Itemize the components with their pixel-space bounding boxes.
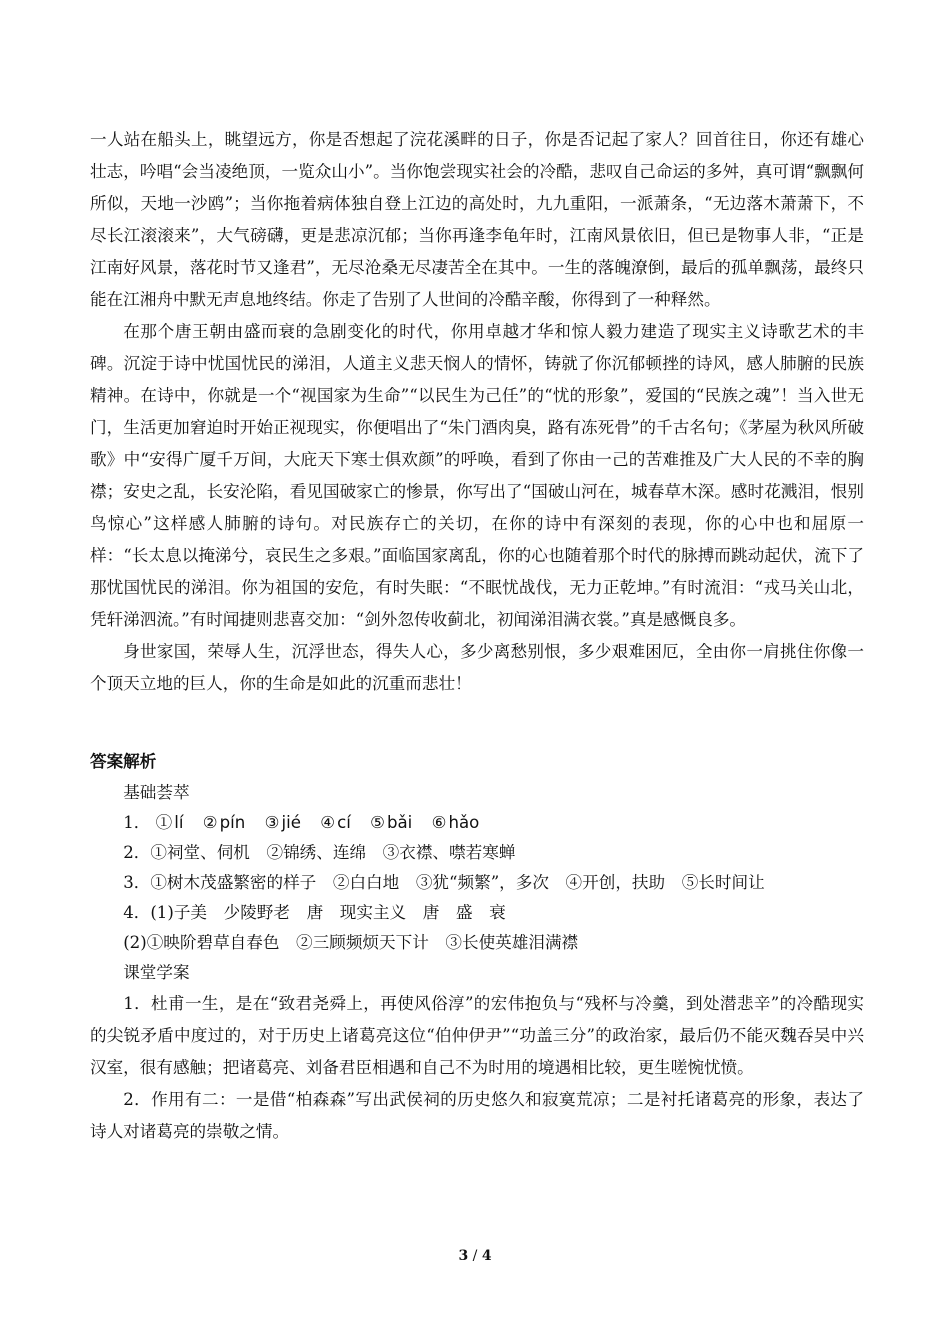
pinyin-5: bǎi — [386, 813, 413, 832]
page-total: 4 — [481, 1248, 492, 1264]
essay-paragraph-2: 在那个唐王朝由盛而衰的急剧变化的时代，你用卓越才华和惊人毅力建造了现实主义诗歌艺术的丰碑。沉淀于诗中忧国忧民的涕泪，人道主义悲天悯人的情怀，铸就了你沉郁顿挫的诗风，感人肺腑的民族精神。在诗中，你就是一个“视国家为生命”“以民生为己任”的“忧的形象”，爱国的“民族之魂”！当入世无门，生活更加窘迫时开始正视现实，你便唱出了“朱门酒肉臭，路有冻死骨”的千古名句；《茅屋为秋风所破歌》中“安得广厦千万间，大庇天下寒士俱欢颜”的呼唤，看到了你由一己的苦难推及广大人民的不幸的胸襟；安史之乱，长安沦陷，看见国破家亡的惨景，你写出了“国破山河在，城春草木深。感时花溅泪，恨别鸟惊心”这样感人肺腑的诗句。对民族存亡的关切，在你的诗中有深刻的表现，你的心中也和屈原一样：“长太息以掩涕兮，哀民生之多艰。”面临国家离乱，你的心也随着那个时代的脉搏而跳动起伏，流下了那忧国忧民的涕泪。你为祖国的安危，有时失眠：“不眠忧战伐，无力正乾坤。”有时流泪：“戎马关山北，凭轩涕泗流。”有时闻捷则悲喜交加：“剑外忽传收蓟北，初闻涕泪满衣裳。”真是感慨良多。 — [90, 322, 864, 629]
document-page — [90, 124, 864, 1148]
answer-q1: 1． ① lí ② pín ③ jié ④ cí ⑤ bǎi ⑥ hǎo — [123, 813, 480, 832]
page-number: 3 / 4 — [458, 1248, 492, 1264]
pinyin-6: hǎo — [448, 813, 480, 832]
pinyin-1: lí — [174, 813, 184, 832]
classroom-answer-1: 1．杜甫一生，是在“致君尧舜上，再使风俗淳”的宏伟抱负与“残杯与冷羹，到处潜悲辛”的冷酷现实的尖锐矛盾中度过的，对于历史上诸葛亮这位“伯仲伊尹”“功盖三分”的政治家，最后仍不能灭魏吞吴中兴汉室，很有感触；把诸葛亮、刘备君臣相遇和自己不为时用的境遇相比较，更生嗟惋忧愤。 — [90, 994, 864, 1077]
classroom-answer-2: 2．作用有二：一是借“柏森森”写出武侯祠的历史悠久和寂寞荒凉；二是衬托诸葛亮的形象，表达了诗人对诸葛亮的崇敬之情。 — [90, 1090, 864, 1141]
pinyin-2: pín — [219, 813, 246, 832]
pinyin-3: jié — [281, 813, 301, 832]
answer-q2: 2．①祠堂、伺机 ②锦绣、连绵 ③衣襟、噤若寒蝉 — [123, 843, 516, 862]
section-title-classroom: 课堂学案 — [123, 963, 190, 982]
answer-q3: 3．①树木茂盛繁密的样子 ②白白地 ③犹“频繁”，多次 ④开创，扶助 ⑤长时间让 — [123, 873, 765, 892]
answer-q4-part2: (2)①映阶碧草自春色 ②三顾频烦天下计 ③长使英雄泪满襟 — [123, 933, 579, 952]
q1-number: 1． — [123, 813, 151, 832]
section-title-basics: 基础荟萃 — [123, 783, 190, 802]
essay-paragraph-1: 一人站在船头上，眺望远方，你是否想起了浣花溪畔的日子，你是否记起了家人？回首往日，你还有雄心壮志，吟唱“会当凌绝顶，一览众山小”。当你饱尝现实社会的冷酷，悲叹自己命运的多舛，真可谓“飘飘何所似，天地一沙鸥”；当你拖着病体独自登上江边的高处时，九九重阳，一派萧条，“无边落木萧萧下，不尽长江滚滚来”，大气磅礴，更是悲凉沉郁；当你再逢李龟年时，江南风景依旧，但已是物事人非，“正是江南好风景，落花时节又逢君”，无尽沧桑无尽凄苦全在其中。一生的落魄潦倒，最后的孤单飘荡，最终只能在江湘舟中默无声息地终结。你走了告别了人世间的冷酷辛酸，你得到了一种释然。 — [90, 130, 864, 309]
essay-paragraph-3: 身世家国，荣辱人生，沉浮世态，得失人心，多少离愁别恨，多少艰难困厄，全由你一肩挑住你像一个顶天立地的巨人，你的生命是如此的沉重而悲壮！ — [90, 642, 864, 693]
pinyin-4: cí — [337, 813, 351, 832]
page-current: 3 — [458, 1248, 469, 1264]
answer-q4-part1: 4．(1)子美 少陵野老 唐 现实主义 唐 盛 衰 — [123, 903, 506, 922]
answers-heading: 答案解析 — [90, 752, 157, 771]
